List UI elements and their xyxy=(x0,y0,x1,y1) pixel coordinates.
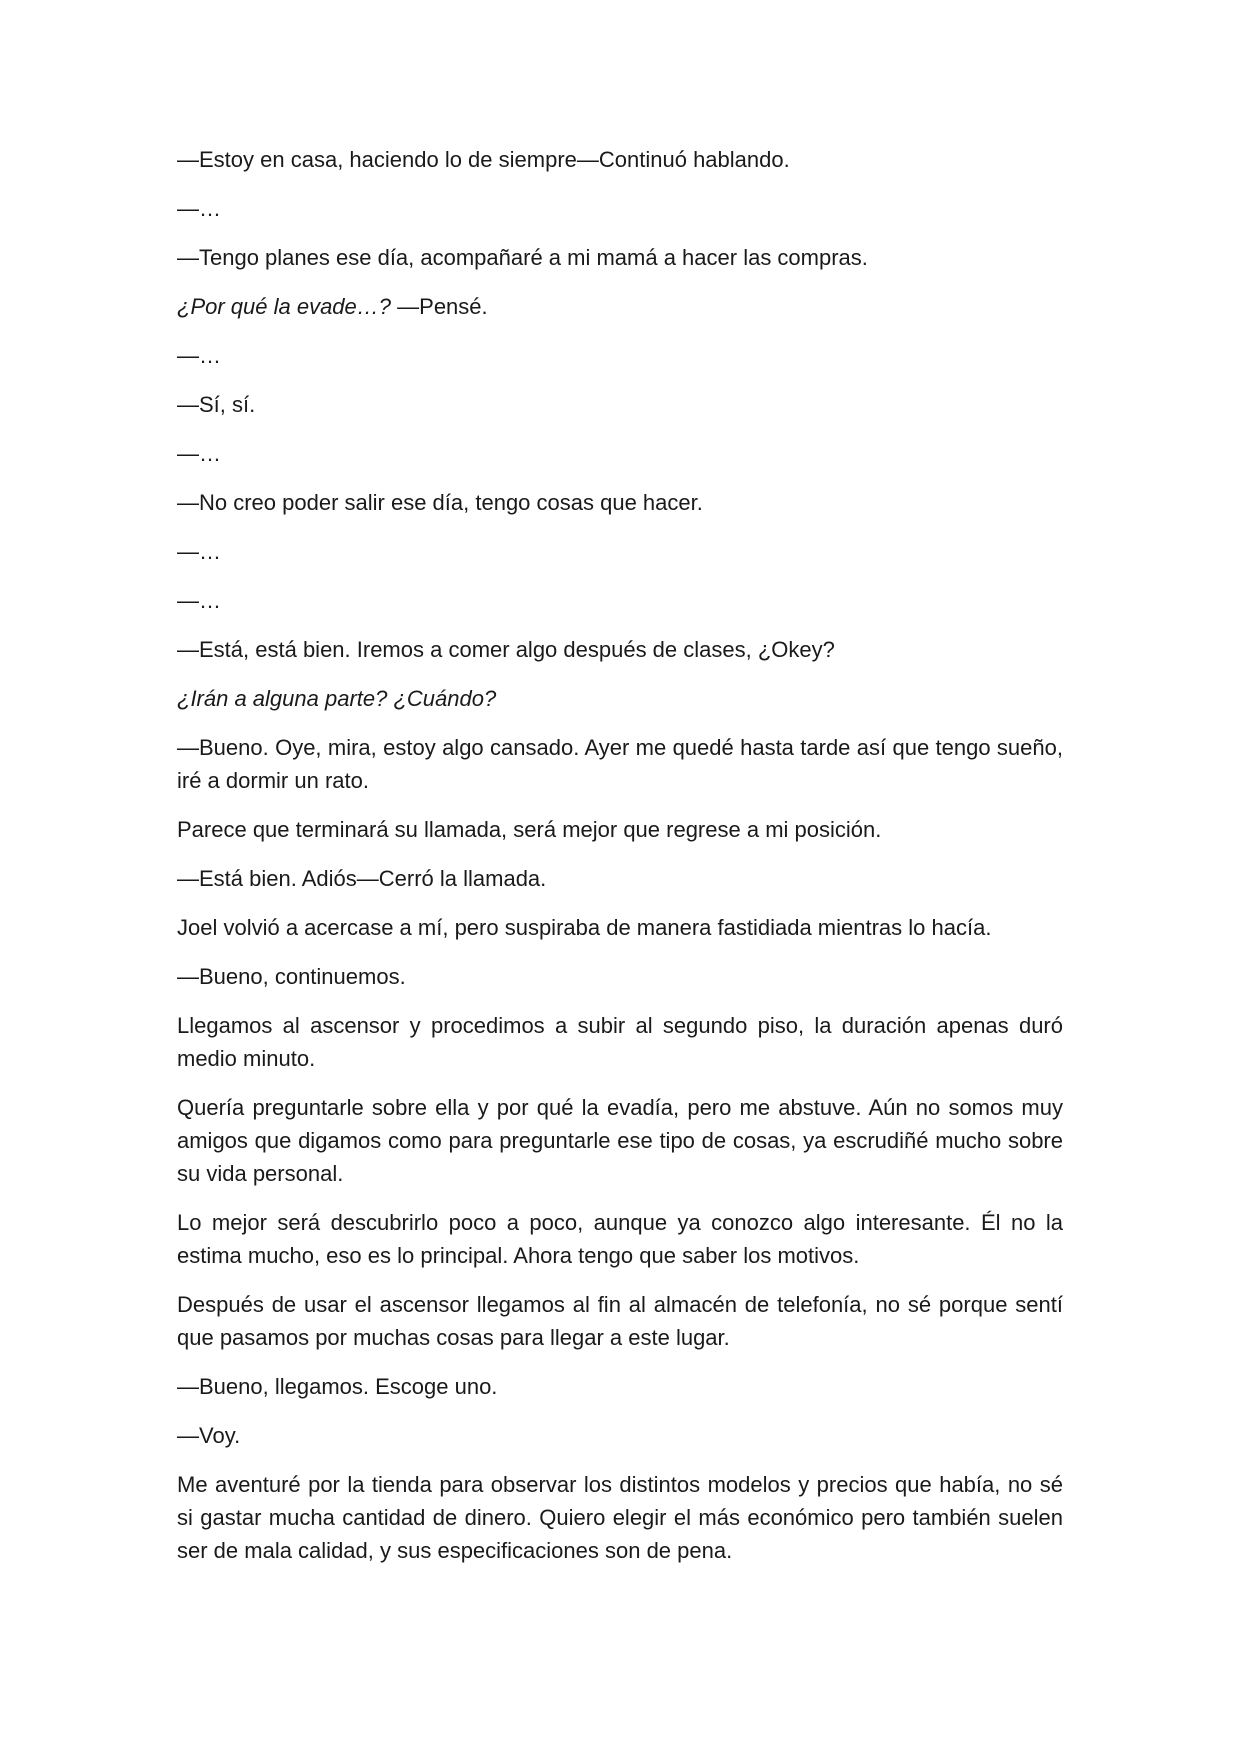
paragraph-9: —… xyxy=(177,539,221,564)
paragraph-2: —… xyxy=(177,196,221,221)
thought-text: ¿Por qué la evade…? xyxy=(177,294,392,319)
paragraph-19: Quería preguntarle sobre ella y por qué la evadía, pero me abstuve. Aún no somos muy amigos que digamos como para preguntarle ese tipo de cosas, ya escrudiñé mucho sobre su vida personal. xyxy=(177,1095,1063,1186)
paragraph-7: —… xyxy=(177,441,221,466)
paragraph-10: —… xyxy=(177,588,221,613)
paragraph-21: Después de usar el ascensor llegamos al fin al almacén de telefonía, no sé porque sentí que pasamos por muchas cosas para llegar a este lugar. xyxy=(177,1292,1063,1350)
document-page xyxy=(177,143,1063,1583)
paragraph-17: —Bueno, continuemos. xyxy=(177,964,406,989)
paragraph-24: Me aventuré por la tienda para observar los distintos modelos y precios que había, no sé si gastar mucha cantidad de dinero. Quiero elegir el más económico pero también suelen ser de mala calidad, y sus especificaciones son de pena. xyxy=(177,1472,1063,1563)
paragraph-3: —Tengo planes ese día, acompañaré a mi mamá a hacer las compras. xyxy=(177,245,868,270)
paragraph-5: —… xyxy=(177,343,221,368)
paragraph-20: Lo mejor será descubrirlo poco a poco, aunque ya conozco algo interesante. Él no la estima mucho, eso es lo principal. Ahora tengo que saber los motivos. xyxy=(177,1210,1063,1268)
paragraph-12: ¿Irán a alguna parte? ¿Cuándo? xyxy=(177,686,497,711)
paragraph-1: —Estoy en casa, haciendo lo de siempre—Continuó hablando. xyxy=(177,147,790,172)
paragraph-8: —No creo poder salir ese día, tengo cosas que hacer. xyxy=(177,490,703,515)
paragraph-18: Llegamos al ascensor y procedimos a subir al segundo piso, la duración apenas duró medio minuto. xyxy=(177,1013,1063,1071)
thought-tag: —Pensé. xyxy=(391,294,488,319)
paragraph-4 xyxy=(177,290,1063,323)
paragraph-23: —Voy. xyxy=(177,1423,241,1448)
paragraph-14: Parece que terminará su llamada, será mejor que regrese a mi posición. xyxy=(177,817,882,842)
paragraph-15: —Está bien. Adiós—Cerró la llamada. xyxy=(177,866,547,891)
paragraph-6: —Sí, sí. xyxy=(177,392,256,417)
paragraph-11: —Está, está bien. Iremos a comer algo después de clases, ¿Okey? xyxy=(177,637,835,662)
paragraph-22: —Bueno, llegamos. Escoge uno. xyxy=(177,1374,498,1399)
paragraph-16: Joel volvió a acercase a mí, pero suspiraba de manera fastidiada mientras lo hacía. xyxy=(177,915,992,940)
paragraph-13: —Bueno. Oye, mira, estoy algo cansado. Ayer me quedé hasta tarde así que tengo sueño, iré a dormir un rato. xyxy=(177,735,1063,793)
